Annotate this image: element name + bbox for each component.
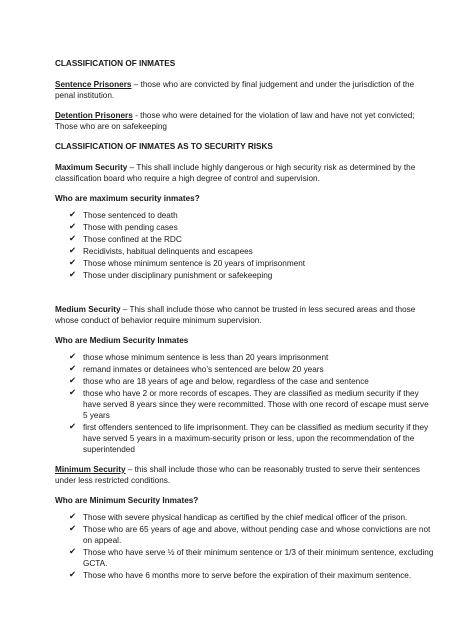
list-item (69, 364, 434, 375)
maximum-security-paragraph (55, 162, 434, 184)
medium-security-definition: – This shall include those who cannot be trusted in less secured areas and those whose conduct of behavior require minimum supervision. (55, 305, 416, 325)
maximum-security-term: Maximum Security (55, 163, 128, 172)
list-item (69, 570, 434, 581)
detention-prisoners-term: Detention Prisoners (55, 111, 133, 120)
minimum-security-question: Who are Minimum Security Inmates? (55, 496, 199, 505)
list-item-text: remand inmates or detainees who’s sentenced are below 20 years (83, 365, 324, 374)
list-item-text: Those with pending cases (83, 223, 178, 232)
maximum-security-list (55, 210, 434, 281)
maximum-security-definition: – This shall include highly dangerous or high security risk as determined by the classification board who require a high degree of control and supervision. (55, 163, 416, 183)
medium-security-question: Who are Medium Security Inmates (55, 336, 189, 345)
check-icon: ✔ (69, 222, 77, 232)
medium-security-list (55, 352, 434, 455)
minimum-security-term: Minimum Security (55, 465, 126, 474)
list-item (69, 210, 434, 221)
list-item (69, 234, 434, 245)
detention-prisoners-paragraph (55, 110, 434, 132)
list-item (69, 524, 434, 546)
list-item-text: those whose minimum sentence is less than 20 years imprisonment (83, 353, 329, 362)
list-item-text: Those who have 6 months more to serve before the expiration of their maximum sentence. (83, 571, 412, 580)
list-item (69, 512, 434, 523)
maximum-security-question: Who are maximum security inmates? (55, 194, 200, 203)
list-item (69, 376, 434, 387)
check-icon: ✔ (69, 246, 77, 256)
check-icon: ✔ (69, 547, 77, 557)
security-risks-heading: CLASSIFICATION OF INMATES AS TO SECURITY RISKS (55, 142, 273, 151)
check-icon: ✔ (69, 512, 77, 522)
list-item-text: Those who have serve ½ of their minimum sentence or 1/3 of their minimum sentence, excluding GCTA. (83, 548, 434, 568)
detention-prisoners-definition: - those who were detained for the violation of law and have not yet convicted; Those who are on safekeeping (55, 111, 415, 131)
sentence-prisoners-definition: – those who are convicted by final judgement and under the jurisdiction of the penal institution. (55, 80, 415, 100)
check-icon: ✔ (69, 210, 77, 220)
list-item-text: Recidivists, habitual delinquents and escapees (83, 247, 253, 256)
list-item-text: those who have 2 or more records of escapes. They are classified as medium security if they have served 8 years since they were recommitted. Those with one record of escape must serve 5 years (83, 389, 429, 420)
check-icon: ✔ (69, 258, 77, 268)
list-item (69, 258, 434, 269)
list-item-text: Those under disciplinary punishment or safekeeping (83, 271, 273, 280)
medium-security-paragraph (55, 304, 434, 326)
check-icon: ✔ (69, 570, 77, 580)
check-icon: ✔ (69, 364, 77, 374)
list-item-text: Those whose minimum sentence is 20 years of imprisonment (83, 259, 306, 268)
list-item-text: Those who are 65 years of age and above, without pending case and whose convictions are not on appeal. (83, 525, 431, 545)
check-icon: ✔ (69, 422, 77, 432)
list-item-text: first offenders sentenced to life imprisonment. They can be classified as medium security if they have served 5 years in a maximum-security prison or less, upon the recommendation of the superintended (83, 423, 429, 454)
sentence-prisoners-term: Sentence Prisoners (55, 80, 132, 89)
list-item-text: those who are 18 years of age and below, regardless of the case and sentence (83, 377, 369, 386)
minimum-security-paragraph (55, 464, 434, 486)
minimum-security-list (55, 512, 434, 581)
list-item (69, 352, 434, 363)
spacer (55, 290, 434, 304)
check-icon: ✔ (69, 388, 77, 398)
list-item (69, 547, 434, 569)
list-item (69, 422, 434, 455)
list-item-text: Those confined at the RDC (83, 235, 182, 244)
medium-security-term: Medium Security (55, 305, 121, 314)
list-item (69, 222, 434, 233)
list-item (69, 388, 434, 421)
list-item-text: Those with severe physical handicap as certified by the chief medical officer of the prison. (83, 513, 408, 522)
sentence-prisoners-paragraph (55, 79, 434, 101)
list-item-text: Those sentenced to death (83, 211, 178, 220)
check-icon: ✔ (69, 352, 77, 362)
check-icon: ✔ (69, 234, 77, 244)
document-title: CLASSIFICATION OF INMATES (55, 59, 176, 68)
list-item (69, 246, 434, 257)
check-icon: ✔ (69, 270, 77, 280)
check-icon: ✔ (69, 524, 77, 534)
list-item (69, 270, 434, 281)
check-icon: ✔ (69, 376, 77, 386)
minimum-security-definition: – this shall include those who can be reasonably trusted to serve their sentences under less restricted conditions. (55, 465, 420, 485)
